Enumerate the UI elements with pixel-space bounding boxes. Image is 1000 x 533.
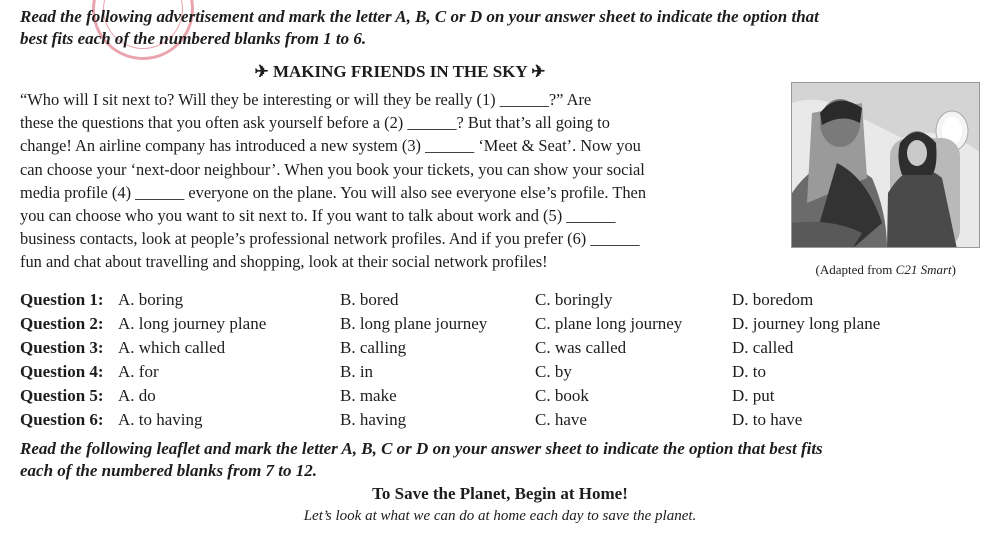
option-a: A. to having <box>118 410 203 429</box>
source-title: C21 Smart <box>895 262 952 277</box>
passage-line: can choose your ‘next-door neighbour’. When you book your tickets, you can show your social <box>20 159 645 179</box>
airplane-passengers-photo <box>791 82 980 248</box>
passage-text <box>20 88 775 274</box>
passage-line: change! An airline company has introduced a new system (3) ______ ‘Meet & Seat’. Now you <box>20 136 641 156</box>
option-b: B. bored <box>340 290 399 309</box>
option-c: C. have <box>535 410 587 429</box>
passage-line: “Who will I sit next to? Will they be interesting or will they be really (1) ______?” Are <box>20 90 592 109</box>
option-a: A. which called <box>118 338 226 357</box>
question-label: Question 1: <box>20 290 104 309</box>
instruction-line-2: best fits each of the numbered blanks from 1 to 6. <box>20 29 367 48</box>
question-label: Question 3: <box>20 338 104 357</box>
source-prefix: (Adapted from <box>815 262 896 277</box>
question-label: Question 4: <box>20 362 104 381</box>
option-d: D. journey long plane <box>732 314 881 333</box>
passage-line: fun and chat about travelling and shopping, look at their social network profiles! <box>20 252 548 272</box>
option-c: C. boringly <box>535 290 613 309</box>
option-c: C. was called <box>535 338 627 357</box>
option-b: B. long plane journey <box>340 314 488 333</box>
option-b: B. make <box>340 386 397 405</box>
option-c: C. by <box>535 362 572 381</box>
question-label: Question 2: <box>20 314 104 333</box>
option-a: A. boring <box>118 290 184 309</box>
option-d: D. called <box>732 338 794 357</box>
option-d: D. to have <box>732 410 803 429</box>
option-b: B. in <box>340 362 374 381</box>
option-d: D. to <box>732 362 766 381</box>
passage-line: media profile (4) ______ everyone on the plane. You will also see everyone else’s profile. Then <box>20 182 647 202</box>
leaflet-subtitle: Let’s look at what we can do at home each day to save the planet. <box>303 508 697 524</box>
option-a: A. long journey plane <box>118 314 267 333</box>
option-b: B. having <box>340 410 407 429</box>
instruction-line-1: Read the following advertisement and mark the letter A, B, C or D on your answer sheet to indicate the option that <box>20 7 819 26</box>
passage-line: business contacts, look at people’s professional network profiles. And if you prefer (6) ______ <box>20 229 640 249</box>
passage-line: these the questions that you often ask yourself before a (2) ______? But that’s all going to <box>20 113 610 133</box>
passage-title: ✈ MAKING FRIENDS IN THE SKY ✈ <box>254 62 546 81</box>
passage-source <box>816 262 956 278</box>
option-a: A. for <box>118 362 159 381</box>
instruction-2-line-2: each of the numbered blanks from 7 to 12. <box>20 461 318 480</box>
question-label: Question 6: <box>20 410 104 429</box>
option-d: D. boredom <box>732 290 814 309</box>
option-b: B. calling <box>340 338 407 357</box>
question-label: Question 5: <box>20 386 104 405</box>
option-d: D. put <box>732 386 775 405</box>
leaflet-title: To Save the Planet, Begin at Home! <box>372 484 628 503</box>
option-c: C. book <box>535 386 589 405</box>
option-a: A. do <box>118 386 156 405</box>
instruction-2-line-1: Read the following leaflet and mark the letter A, B, C or D on your answer sheet to indicate the option that best fits <box>20 439 823 458</box>
passage-line: you can choose who you want to sit next to. If you want to talk about work and (5) ______ <box>20 206 616 226</box>
option-c: C. plane long journey <box>535 314 683 333</box>
source-suffix: ) <box>951 262 956 277</box>
